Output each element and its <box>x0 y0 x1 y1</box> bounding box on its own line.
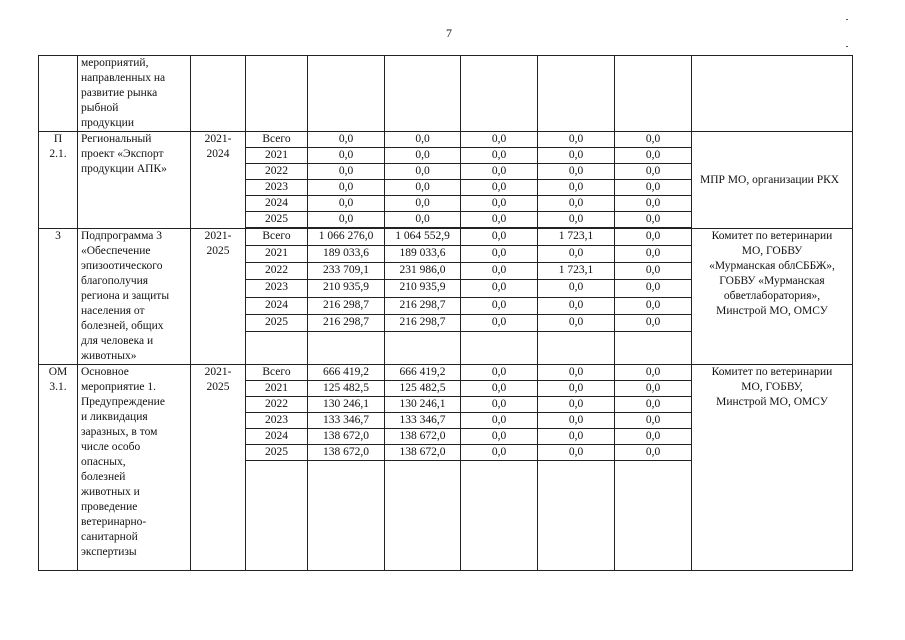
value-cell-v2: 125 482,5 <box>385 381 461 397</box>
year-cell: 2021 <box>246 148 308 164</box>
value-cell-v2: 0,0 <box>385 212 461 228</box>
budget-table <box>38 55 853 571</box>
value-cell-v2: 133 346,7 <box>385 413 461 429</box>
value-cell-v4: 0,0 <box>538 280 615 297</box>
year-cell: 2022 <box>246 164 308 180</box>
cont-value-cell <box>615 56 692 132</box>
section-0-year-row <box>39 132 853 148</box>
value-cell-v3: 0,0 <box>461 246 538 263</box>
value-cell-v4: 0,0 <box>538 297 615 314</box>
value-cell-v4: 0,0 <box>538 429 615 445</box>
value-cell-v4: 0,0 <box>538 132 615 148</box>
value-cell-v1: 0,0 <box>308 196 385 212</box>
value-cell-v1: 1 066 276,0 <box>308 229 385 246</box>
value-cell-v5: 0,0 <box>615 196 692 212</box>
value-cell-v4: 0,0 <box>538 397 615 413</box>
value-cell-v2: 130 246,1 <box>385 397 461 413</box>
value-cell-v1: 130 246,1 <box>308 397 385 413</box>
value-cell-v2: 0,0 <box>385 132 461 148</box>
scan-mark <box>846 46 848 47</box>
year-cell: 2023 <box>246 180 308 196</box>
section-2-year-row <box>39 365 853 381</box>
value-cell-v5: 0,0 <box>615 148 692 164</box>
value-cell-v4: 0,0 <box>538 314 615 331</box>
value-cell-v2: 138 672,0 <box>385 445 461 461</box>
value-cell-v1: 125 482,5 <box>308 381 385 397</box>
value-cell-v5: 0,0 <box>615 180 692 196</box>
code-cell: 3 <box>39 229 78 365</box>
value-cell-v2: 138 672,0 <box>385 429 461 445</box>
year-cell: 2021 <box>246 246 308 263</box>
empty-cell <box>615 461 692 571</box>
value-cell-v1: 138 672,0 <box>308 445 385 461</box>
value-cell-v3: 0,0 <box>461 365 538 381</box>
value-cell-v3: 0,0 <box>461 314 538 331</box>
value-cell-v4: 0,0 <box>538 381 615 397</box>
name-cell: Подпрограмма 3 «Обеспечение эпизоотического благополучия региона и защиты населения от болезней, общих для человека и животных» <box>78 229 191 365</box>
scan-mark <box>846 19 848 20</box>
empty-cell <box>385 461 461 571</box>
value-cell-v1: 216 298,7 <box>308 297 385 314</box>
value-cell-v3: 0,0 <box>461 132 538 148</box>
value-cell-v3: 0,0 <box>461 180 538 196</box>
value-cell-v4: 0,0 <box>538 246 615 263</box>
value-cell-v2: 216 298,7 <box>385 314 461 331</box>
value-cell-v2: 0,0 <box>385 148 461 164</box>
cont-responsible-cell <box>692 56 853 132</box>
value-cell-v1: 0,0 <box>308 164 385 180</box>
empty-cell <box>385 331 461 364</box>
value-cell-v5: 0,0 <box>615 365 692 381</box>
value-cell-v4: 0,0 <box>538 365 615 381</box>
year-cell: 2023 <box>246 280 308 297</box>
value-cell-v3: 0,0 <box>461 413 538 429</box>
value-cell-v1: 138 672,0 <box>308 429 385 445</box>
responsible-cell: МПР МО, организации РКХ <box>692 132 853 229</box>
year-cell: 2021 <box>246 381 308 397</box>
value-cell-v5: 0,0 <box>615 263 692 280</box>
value-cell-v4: 0,0 <box>538 196 615 212</box>
value-cell-v3: 0,0 <box>461 397 538 413</box>
value-cell-v2: 189 033,6 <box>385 246 461 263</box>
value-cell-v4: 0,0 <box>538 180 615 196</box>
cont-value-cell <box>461 56 538 132</box>
value-cell-v3: 0,0 <box>461 164 538 180</box>
value-cell-v2: 0,0 <box>385 196 461 212</box>
value-cell-v5: 0,0 <box>615 246 692 263</box>
value-cell-v2: 0,0 <box>385 164 461 180</box>
value-cell-v4: 0,0 <box>538 148 615 164</box>
cont-period-cell <box>191 56 246 132</box>
empty-cell <box>615 331 692 364</box>
value-cell-v2: 216 298,7 <box>385 297 461 314</box>
period-cell: 2021- 2025 <box>191 365 246 571</box>
value-cell-v3: 0,0 <box>461 196 538 212</box>
year-cell: 2022 <box>246 397 308 413</box>
sections-body <box>39 132 853 571</box>
year-cell: 2022 <box>246 263 308 280</box>
continuation-row <box>39 56 853 132</box>
year-cell: Всего <box>246 132 308 148</box>
cont-value-cell <box>538 56 615 132</box>
cont-year-cell <box>246 56 308 132</box>
value-cell-v3: 0,0 <box>461 445 538 461</box>
value-cell-v3: 0,0 <box>461 263 538 280</box>
year-cell: 2025 <box>246 212 308 228</box>
empty-cell <box>538 331 615 364</box>
value-cell-v3: 0,0 <box>461 212 538 228</box>
period-cell: 2021- 2024 <box>191 132 246 229</box>
value-cell-v3: 0,0 <box>461 280 538 297</box>
period-cell: 2021- 2025 <box>191 229 246 365</box>
empty-cell <box>246 461 308 571</box>
cont-value-cell <box>308 56 385 132</box>
empty-cell <box>461 331 538 364</box>
value-cell-v5: 0,0 <box>615 212 692 228</box>
cont-name-cell: мероприятий, направленных на развитие рынка рыбной продукции <box>78 56 191 132</box>
value-cell-v2: 231 986,0 <box>385 263 461 280</box>
value-cell-v5: 0,0 <box>615 413 692 429</box>
value-cell-v5: 0,0 <box>615 429 692 445</box>
value-cell-v1: 189 033,6 <box>308 246 385 263</box>
empty-cell <box>246 331 308 364</box>
year-cell: 2025 <box>246 445 308 461</box>
year-cell: Всего <box>246 365 308 381</box>
value-cell-v4: 0,0 <box>538 164 615 180</box>
value-cell-v1: 0,0 <box>308 212 385 228</box>
cont-code-cell <box>39 56 78 132</box>
value-cell-v2: 666 419,2 <box>385 365 461 381</box>
value-cell-v3: 0,0 <box>461 429 538 445</box>
code-cell: ОМ 3.1. <box>39 365 78 571</box>
value-cell-v1: 0,0 <box>308 148 385 164</box>
year-cell: 2024 <box>246 429 308 445</box>
empty-cell <box>308 331 385 364</box>
value-cell-v5: 0,0 <box>615 229 692 246</box>
value-cell-v5: 0,0 <box>615 132 692 148</box>
value-cell-v4: 0,0 <box>538 413 615 429</box>
year-cell: 2025 <box>246 314 308 331</box>
value-cell-v2: 0,0 <box>385 180 461 196</box>
value-cell-v5: 0,0 <box>615 397 692 413</box>
empty-cell <box>461 461 538 571</box>
value-cell-v1: 233 709,1 <box>308 263 385 280</box>
value-cell-v5: 0,0 <box>615 381 692 397</box>
empty-cell <box>538 461 615 571</box>
year-cell: Всего <box>246 229 308 246</box>
name-cell: Основное мероприятие 1. Предупреждение и ликвидация заразных, в том числе особо опасных, болезней животных и проведение ветеринарно- санитарной экспертизы <box>78 365 191 571</box>
value-cell-v4: 0,0 <box>538 212 615 228</box>
value-cell-v5: 0,0 <box>615 445 692 461</box>
value-cell-v3: 0,0 <box>461 148 538 164</box>
year-cell: 2023 <box>246 413 308 429</box>
value-cell-v2: 210 935,9 <box>385 280 461 297</box>
value-cell-v3: 0,0 <box>461 297 538 314</box>
value-cell-v1: 0,0 <box>308 180 385 196</box>
value-cell-v5: 0,0 <box>615 297 692 314</box>
year-cell: 2024 <box>246 297 308 314</box>
value-cell-v1: 0,0 <box>308 132 385 148</box>
value-cell-v1: 216 298,7 <box>308 314 385 331</box>
empty-cell <box>308 461 385 571</box>
value-cell-v1: 666 419,2 <box>308 365 385 381</box>
value-cell-v4: 1 723,1 <box>538 263 615 280</box>
value-cell-v4: 0,0 <box>538 445 615 461</box>
value-cell-v5: 0,0 <box>615 164 692 180</box>
value-cell-v1: 133 346,7 <box>308 413 385 429</box>
value-cell-v5: 0,0 <box>615 314 692 331</box>
code-cell: П 2.1. <box>39 132 78 229</box>
value-cell-v5: 0,0 <box>615 280 692 297</box>
page-number: 7 <box>446 26 452 40</box>
value-cell-v2: 1 064 552,9 <box>385 229 461 246</box>
value-cell-v3: 0,0 <box>461 229 538 246</box>
value-cell-v3: 0,0 <box>461 381 538 397</box>
responsible-cell: Комитет по ветеринарии МО, ГОБВУ «Мурманская облСББЖ», ГОБВУ «Мурманская обветлаборатория», Минстрой МО, ОМСУ <box>692 229 853 365</box>
name-cell: Региональный проект «Экспорт продукции АПК» <box>78 132 191 229</box>
year-cell: 2024 <box>246 196 308 212</box>
cont-value-cell <box>385 56 461 132</box>
value-cell-v4: 1 723,1 <box>538 229 615 246</box>
value-cell-v1: 210 935,9 <box>308 280 385 297</box>
section-1-year-row <box>39 229 853 246</box>
responsible-cell: Комитет по ветеринарии МО, ГОБВУ, Минстрой МО, ОМСУ <box>692 365 853 571</box>
